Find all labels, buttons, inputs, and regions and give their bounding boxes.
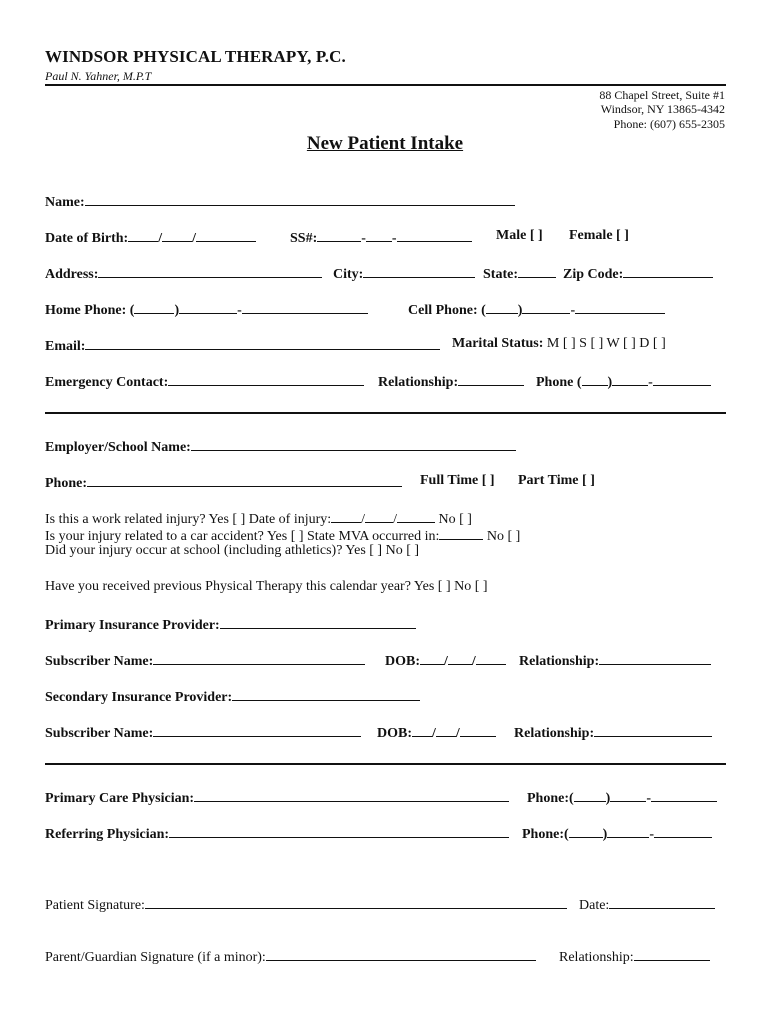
primary-insurance-row bbox=[45, 615, 416, 634]
state-row bbox=[483, 264, 556, 283]
guardian-relationship-label: Relationship: bbox=[559, 950, 634, 965]
referring-physician-row bbox=[45, 824, 509, 843]
referring-physician-label: Referring Physician: bbox=[45, 827, 170, 842]
practice-name: WINDSOR PHYSICAL THERAPY, P.C. bbox=[45, 47, 346, 66]
referring-physician-prefix-field[interactable] bbox=[607, 824, 649, 838]
email-label: Email: bbox=[45, 339, 86, 354]
secondary-dob-year-field[interactable] bbox=[460, 723, 496, 737]
school-injury-question[interactable]: Did your injury occur at school (including athletics)? Yes [ ] No [ ] bbox=[45, 543, 420, 558]
primary-subscriber-label: Subscriber Name: bbox=[45, 654, 154, 669]
primary-relationship-label: Relationship: bbox=[519, 654, 600, 669]
home-phone-line-field[interactable] bbox=[242, 300, 368, 314]
secondary-dob-day-field[interactable] bbox=[436, 723, 456, 737]
employer-label: Employer/School Name: bbox=[45, 440, 191, 455]
referring-physician-area-field[interactable] bbox=[569, 824, 603, 838]
address-row bbox=[45, 264, 322, 283]
injury-day-field[interactable] bbox=[365, 509, 393, 523]
dob-label: Date of Birth: bbox=[45, 231, 129, 246]
signature-date-row bbox=[579, 895, 715, 914]
emergency-contact-field[interactable] bbox=[168, 372, 364, 386]
emergency-phone-area-field[interactable] bbox=[582, 372, 608, 386]
previous-pt-question[interactable]: Have you received previous Physical Therapy this calendar year? Yes [ ] No [ ] bbox=[45, 579, 488, 594]
primary-dob-day-field[interactable] bbox=[448, 651, 472, 665]
guardian-relationship-field[interactable] bbox=[634, 947, 710, 961]
zip-label: Zip Code: bbox=[563, 267, 624, 282]
email-row bbox=[45, 336, 440, 355]
practice-phone: Phone: (607) 655-2305 bbox=[613, 117, 725, 131]
referring-physician-line-field[interactable] bbox=[654, 824, 712, 838]
secondary-subscriber-row bbox=[45, 723, 361, 742]
primary-relationship-row bbox=[519, 651, 711, 670]
secondary-subscriber-label: Subscriber Name: bbox=[45, 726, 154, 741]
guardian-relationship-row bbox=[559, 947, 710, 966]
emergency-phone-row: Phone ( ) - bbox=[536, 372, 711, 391]
primary-subscriber-dob-row: DOB: / / bbox=[385, 651, 506, 670]
primary-subscriber-row bbox=[45, 651, 365, 670]
cell-phone-prefix-field[interactable] bbox=[522, 300, 570, 314]
secondary-relationship-field[interactable] bbox=[594, 723, 712, 737]
primary-physician-row bbox=[45, 788, 509, 807]
address-line-2: Windsor, NY 13865-4342 bbox=[600, 102, 725, 116]
primary-subscriber-field[interactable] bbox=[153, 651, 365, 665]
home-phone-label: Home Phone: ( bbox=[45, 303, 135, 318]
cell-phone-line-field[interactable] bbox=[575, 300, 665, 314]
male-checkbox[interactable]: Male [ ] bbox=[496, 228, 543, 243]
home-phone-area-field[interactable] bbox=[134, 300, 174, 314]
state-label: State: bbox=[483, 267, 518, 282]
dob-day-field[interactable] bbox=[162, 228, 192, 242]
email-field[interactable] bbox=[85, 336, 440, 350]
referring-physician-phone-row: Phone:( ) - bbox=[522, 824, 712, 843]
marital-label: Marital Status: bbox=[452, 336, 544, 351]
emergency-phone-prefix-field[interactable] bbox=[612, 372, 648, 386]
provider-name: Paul N. Yahner, M.P.T bbox=[45, 69, 152, 83]
ssn-part2-field[interactable] bbox=[366, 228, 392, 242]
primary-physician-area-field[interactable] bbox=[574, 788, 606, 802]
patient-signature-field[interactable] bbox=[145, 895, 567, 909]
section-divider bbox=[45, 412, 726, 414]
primary-dob-label: DOB: bbox=[385, 654, 420, 669]
primary-physician-phone-label: Phone:( bbox=[527, 791, 574, 806]
state-field[interactable] bbox=[518, 264, 556, 278]
emergency-relationship-row bbox=[378, 372, 524, 391]
address-field[interactable] bbox=[98, 264, 322, 278]
referring-physician-field[interactable] bbox=[169, 824, 509, 838]
employer-phone-field[interactable] bbox=[87, 473, 402, 487]
full-time-checkbox[interactable]: Full Time [ ] bbox=[420, 473, 495, 488]
emergency-label: Emergency Contact: bbox=[45, 375, 169, 390]
car-accident-no[interactable]: No [ ] bbox=[486, 529, 521, 544]
guardian-signature-row bbox=[45, 947, 536, 966]
emergency-relationship-field[interactable] bbox=[458, 372, 524, 386]
secondary-dob-label: DOB: bbox=[377, 726, 412, 741]
cell-phone-area-field[interactable] bbox=[486, 300, 518, 314]
secondary-insurance-field[interactable] bbox=[232, 687, 420, 701]
primary-physician-phone-row: Phone:( ) - bbox=[527, 788, 717, 807]
employer-field[interactable] bbox=[191, 437, 516, 451]
home-phone-prefix-field[interactable] bbox=[179, 300, 237, 314]
secondary-subscriber-field[interactable] bbox=[153, 723, 361, 737]
primary-dob-year-field[interactable] bbox=[476, 651, 506, 665]
employer-phone-label: Phone: bbox=[45, 476, 87, 491]
dob-row: Date of Birth: / / bbox=[45, 228, 256, 247]
secondary-insurance-row bbox=[45, 687, 420, 706]
work-injury-question[interactable]: Is this a work related injury? Yes [ ] Date of injury: bbox=[45, 512, 332, 527]
header-rule bbox=[45, 84, 726, 86]
city-label: City: bbox=[333, 267, 364, 282]
employer-phone-row bbox=[45, 473, 402, 492]
section-divider bbox=[45, 763, 726, 765]
ssn-row: SS#: - - bbox=[290, 228, 472, 247]
city-row bbox=[333, 264, 475, 283]
primary-physician-prefix-field[interactable] bbox=[610, 788, 646, 802]
name-field[interactable] bbox=[85, 192, 515, 206]
secondary-relationship-label: Relationship: bbox=[514, 726, 595, 741]
primary-insurance-label: Primary Insurance Provider: bbox=[45, 618, 220, 633]
part-time-checkbox[interactable]: Part Time [ ] bbox=[518, 473, 595, 488]
work-injury-no[interactable]: No [ ] bbox=[438, 512, 472, 527]
cell-phone-label: Cell Phone: ( bbox=[408, 303, 486, 318]
signature-date-field[interactable] bbox=[609, 895, 715, 909]
ssn-part3-field[interactable] bbox=[397, 228, 472, 242]
ssn-part1-field[interactable] bbox=[317, 228, 361, 242]
car-accident-question[interactable]: Is your injury related to a car accident? Yes [ ] State MVA occurred in: bbox=[45, 529, 440, 544]
address-label: Address: bbox=[45, 267, 99, 282]
address-line-1: 88 Chapel Street, Suite #1 bbox=[599, 88, 725, 102]
name-label: Name: bbox=[45, 195, 85, 210]
name-row bbox=[45, 192, 515, 211]
secondary-subscriber-dob-row: DOB: / / bbox=[377, 723, 496, 742]
primary-dob-month-field[interactable] bbox=[420, 651, 444, 665]
primary-physician-line-field[interactable] bbox=[651, 788, 717, 802]
injury-year-field[interactable] bbox=[397, 509, 435, 523]
secondary-insurance-label: Secondary Insurance Provider: bbox=[45, 690, 233, 705]
primary-physician-field[interactable] bbox=[194, 788, 509, 802]
marital-row bbox=[452, 336, 666, 352]
primary-physician-label: Primary Care Physician: bbox=[45, 791, 195, 806]
city-field[interactable] bbox=[363, 264, 475, 278]
guardian-signature-label: Parent/Guardian Signature (if a minor): bbox=[45, 950, 266, 965]
female-checkbox[interactable]: Female [ ] bbox=[569, 228, 629, 243]
home-phone-row: Home Phone: ( ) - bbox=[45, 300, 368, 319]
work-injury-row: Is this a work related injury? Yes [ ] Date of injury: / / No [ ] bbox=[45, 509, 472, 528]
dob-month-field[interactable] bbox=[128, 228, 158, 242]
secondary-dob-month-field[interactable] bbox=[412, 723, 432, 737]
patient-signature-row bbox=[45, 895, 567, 914]
emergency-phone-line-field[interactable] bbox=[653, 372, 711, 386]
cell-phone-row: Cell Phone: ( ) - bbox=[408, 300, 665, 319]
form-title: New Patient Intake bbox=[306, 133, 464, 154]
referring-physician-phone-label: Phone:( bbox=[522, 827, 569, 842]
signature-date-label: Date: bbox=[579, 898, 610, 913]
guardian-signature-field[interactable] bbox=[266, 947, 536, 961]
primary-insurance-field[interactable] bbox=[220, 615, 416, 629]
emergency-relationship-label: Relationship: bbox=[378, 375, 459, 390]
marital-options[interactable]: M [ ] S [ ] W [ ] D [ ] bbox=[546, 336, 666, 351]
employer-row bbox=[45, 437, 516, 456]
injury-month-field[interactable] bbox=[331, 509, 361, 523]
zip-row bbox=[563, 264, 713, 283]
dob-year-field[interactable] bbox=[196, 228, 256, 242]
zip-field[interactable] bbox=[623, 264, 713, 278]
secondary-relationship-row bbox=[514, 723, 712, 742]
emergency-row bbox=[45, 372, 364, 391]
patient-signature-label: Patient Signature: bbox=[45, 898, 145, 913]
ssn-label: SS#: bbox=[290, 231, 318, 246]
primary-relationship-field[interactable] bbox=[599, 651, 711, 665]
mva-state-field[interactable] bbox=[439, 526, 483, 540]
emergency-phone-label: Phone ( bbox=[536, 375, 582, 390]
